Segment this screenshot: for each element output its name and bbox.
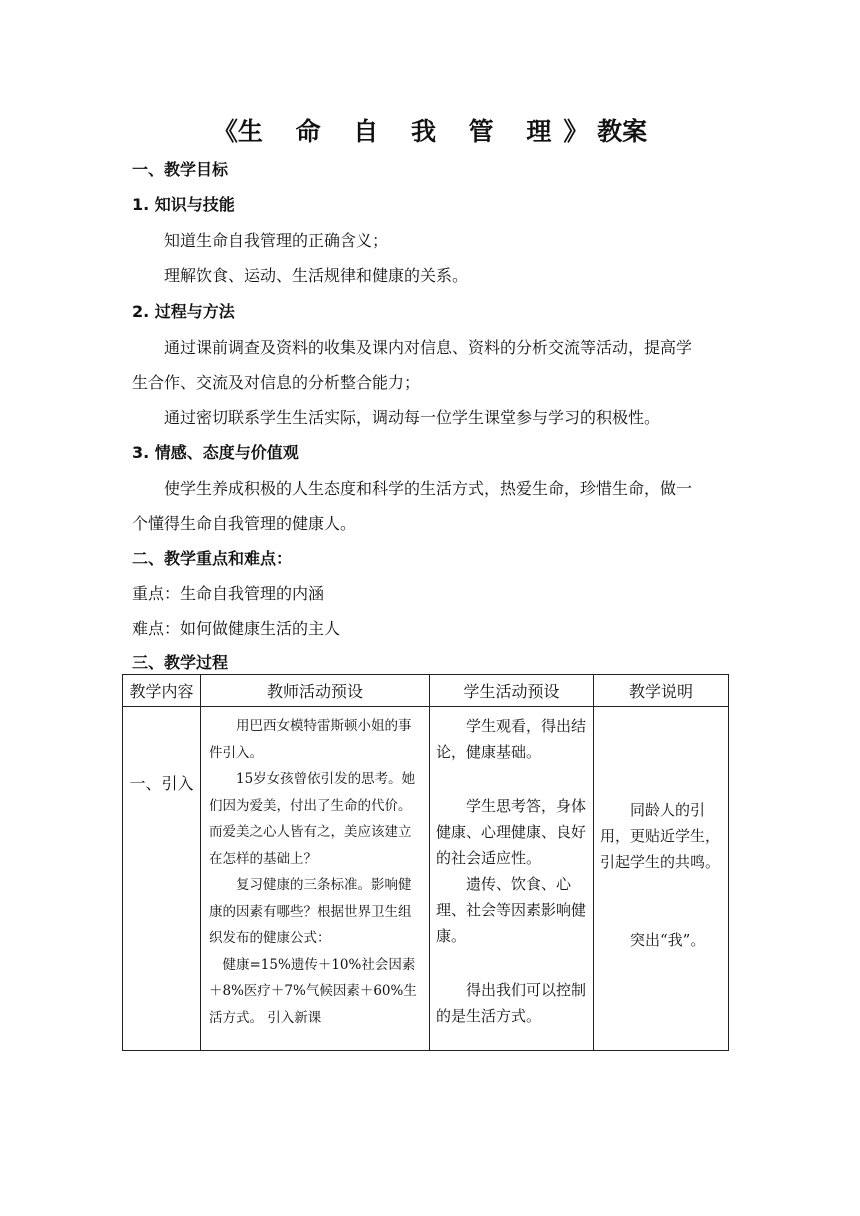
table-row — [123, 707, 729, 1051]
section-heading-process: 三、教学过程 — [132, 653, 229, 672]
header-notes: 教学说明 — [594, 675, 729, 707]
student-paragraph: 遗传、饮食、心理、社会等因素影响健康。 — [436, 875, 587, 945]
student-paragraph: 学生观看，得出结论，健康基础。 — [436, 717, 587, 761]
paragraph: 通过课前调查及资料的收集及课内对信息、资料的分析交流等活动，提高学 — [164, 338, 693, 357]
student-activity-cell — [430, 707, 594, 1051]
teacher-paragraph: 用巴西女模特雷斯顿小姐的事件引入。 — [209, 718, 412, 761]
teacher-activity-cell — [201, 707, 430, 1051]
table-header-row — [123, 675, 729, 707]
section-heading-key-difficult: 二、教学重点和难点： — [132, 549, 293, 568]
note-paragraph: 突出“我”。 — [630, 931, 706, 949]
paragraph: 知道生命自我管理的正确含义； — [164, 231, 389, 250]
title-book-close: 》 — [563, 117, 589, 146]
student-paragraph: 得出我们可以控制的是生活方式。 — [436, 981, 587, 1025]
teaching-process-table — [122, 674, 729, 1051]
title-book-open: 《 — [212, 117, 238, 146]
row-label: 一、引入 — [129, 774, 194, 793]
notes-cell — [594, 707, 729, 1051]
paragraph: 理解饮食、运动、生活规律和健康的关系。 — [164, 266, 469, 285]
paragraph: 使学生养成积极的人生态度和科学的生活方式，热爱生命，珍惜生命，做一 — [164, 479, 693, 498]
header-teacher-activity: 教师活动预设 — [201, 675, 430, 707]
student-paragraph: 学生思考答，身体健康、心理健康、良好的社会适应性。 — [436, 797, 587, 867]
document-title — [0, 112, 860, 148]
title-suffix: 教案 — [597, 117, 648, 146]
subheading-knowledge-skills: 1. 知识与技能 — [132, 195, 235, 214]
teacher-paragraph: 复习健康的三条标准。影响健康的因素有哪些？根据世界卫生组织发布的健康公式： — [209, 877, 412, 946]
key-point: 重点：生命自我管理的内涵 — [132, 584, 325, 603]
subheading-process-method: 2. 过程与方法 — [132, 302, 235, 321]
paragraph: 生合作、交流及对信息的分析整合能力； — [132, 373, 421, 392]
teacher-paragraph: 15岁女孩曾依引发的思考。她们因为爱美，付出了生命的代价。而爱美之心人皆有之，美应该建立在怎样的基础上？ — [209, 771, 416, 867]
paragraph: 通过密切联系学生生活实际，调动每一位学生课堂参与学习的积极性。 — [164, 408, 661, 427]
subheading-emotion-values: 3. 情感、态度与价值观 — [132, 443, 299, 462]
title-name: 生 命 自 我 管 理 — [237, 117, 564, 146]
note-paragraph: 同龄人的引用，更贴近学生，引起学生的共鸣。 — [600, 801, 721, 871]
difficult-point: 难点：如何做健康生活的主人 — [132, 619, 341, 638]
header-student-activity: 学生活动预设 — [430, 675, 594, 707]
teacher-paragraph: 健康=15%遗传＋10%社会因素＋8%医疗＋7%气候因素＋60%生活方式。 引入新课 — [209, 956, 417, 1026]
section-heading-objectives: 一、教学目标 — [132, 160, 229, 179]
header-content: 教学内容 — [123, 675, 201, 707]
paragraph: 个懂得生命自我管理的健康人。 — [132, 514, 357, 533]
content-cell — [123, 707, 201, 1051]
